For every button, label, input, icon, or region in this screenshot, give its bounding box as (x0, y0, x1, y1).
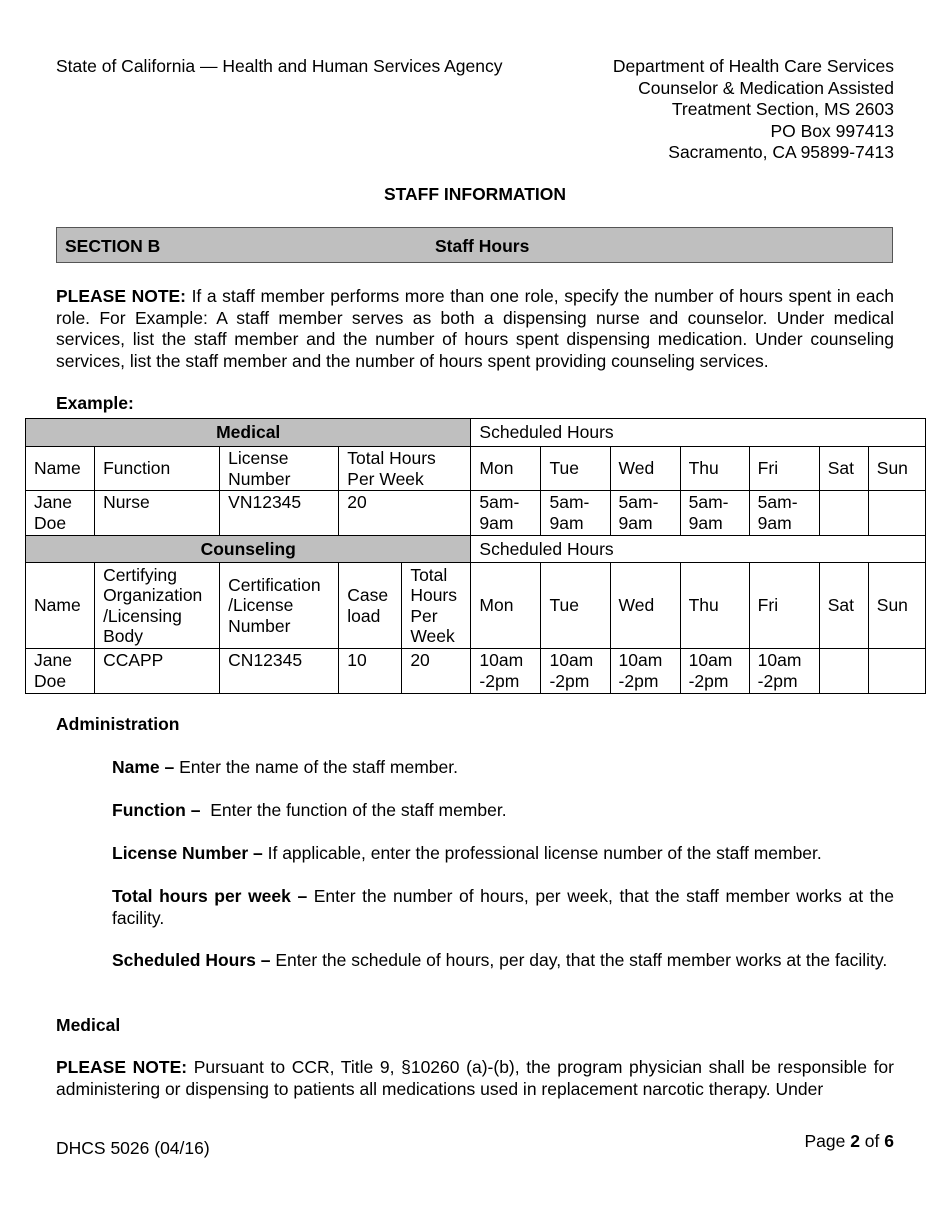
column-header-total-hours: Total Hours Per Week (339, 447, 471, 491)
definition-text: Enter the schedule of hours, per day, that the staff member works at the facility. (270, 950, 888, 970)
column-header-function: Function (95, 447, 220, 491)
please-note-paragraph (56, 286, 894, 372)
column-header-name: Name (26, 447, 95, 491)
form-title: STAFF INFORMATION (383, 184, 567, 204)
column-header-certification-number: Certification /License Number (220, 563, 339, 649)
column-header-wed: Wed (610, 563, 680, 649)
cell-thu: 10am -2pm (680, 649, 749, 694)
column-header-sun: Sun (868, 447, 925, 491)
administration-heading: Administration (56, 714, 180, 734)
definition-term: Name – (112, 757, 175, 777)
cell-tue: 10am -2pm (541, 649, 610, 694)
counseling-scheduled-hours-heading: Scheduled Hours (471, 536, 926, 563)
section-header-bar (56, 227, 893, 263)
cell-tue: 5am-9am (541, 491, 610, 536)
form-number: DHCS 5026 (04/16) (56, 1138, 210, 1158)
cell-fri: 10am -2pm (749, 649, 819, 694)
column-header-tue: Tue (541, 563, 610, 649)
cell-total-hours: 20 (402, 649, 471, 694)
definition-total-hours (112, 886, 894, 929)
column-header-mon: Mon (471, 447, 541, 491)
cell-certifying-organization: CCAPP (95, 649, 220, 694)
medical-scheduled-hours-heading: Scheduled Hours (471, 419, 926, 447)
column-header-case-load: Case load (339, 563, 402, 649)
section-label: SECTION B (65, 236, 161, 256)
definition-term: Scheduled Hours – (112, 950, 271, 970)
column-header-fri: Fri (749, 447, 819, 491)
department-line: Counselor & Medication Assisted (638, 77, 894, 98)
medical-heading: Medical (56, 1015, 121, 1035)
definition-name (112, 757, 894, 779)
column-header-license-number: License Number (220, 447, 339, 491)
medical-note-paragraph (56, 1057, 894, 1100)
note-label: PLEASE NOTE: (56, 1057, 188, 1077)
page-of: of (859, 1131, 885, 1151)
department-line: Sacramento, CA 95899-7413 (668, 142, 894, 162)
page-current: 2 (850, 1131, 860, 1151)
section-title: Staff Hours (435, 236, 530, 256)
department-line: Treatment Section, MS 2603 (671, 99, 894, 119)
note-label: PLEASE NOTE: (56, 286, 187, 306)
column-header-thu: Thu (680, 563, 749, 649)
note-text: If a staff member performs more than one role, specify the number of hours spent in each role. For Example: A staff member serves as both a dispensing nurse and counselor. Under medical services, list the staff member and the number of hours spent dispensing medication. Under counseling services, list the staff member and the number of hours spent providing counseling services. (56, 286, 894, 371)
definition-term: Total hours per week – (112, 886, 308, 906)
cell-function: Nurse (95, 491, 220, 536)
example-label: Example: (56, 393, 134, 413)
cell-wed: 5am-9am (610, 491, 680, 536)
cell-wed: 10am -2pm (610, 649, 680, 694)
definition-text: Enter the function of the staff member. (200, 800, 507, 820)
definition-term: Function – (112, 800, 201, 820)
column-header-name: Name (26, 563, 95, 649)
column-header-sat: Sat (819, 447, 868, 491)
column-header-mon: Mon (471, 563, 541, 649)
column-header-sun: Sun (868, 563, 925, 649)
column-header-fri: Fri (749, 563, 819, 649)
column-header-thu: Thu (680, 447, 749, 491)
example-table (25, 418, 926, 694)
cell-sat (819, 649, 868, 694)
note-text: Pursuant to CCR, Title 9, §10260 (a)-(b), the program physician shall be responsible for administering or dispensing to patients all medications used in replacement narcotic therapy. Under (56, 1057, 894, 1099)
definition-text: Enter the number of hours, per week, that the staff member works at the facility. (112, 886, 894, 928)
cell-total-hours: 20 (339, 491, 471, 536)
definition-function (112, 800, 894, 822)
column-header-wed: Wed (610, 447, 680, 491)
definition-scheduled-hours (112, 950, 894, 972)
definition-license-number (112, 843, 894, 865)
cell-thu: 5am-9am (680, 491, 749, 536)
cell-name: Jane Doe (26, 649, 95, 694)
cell-mon: 5am-9am (471, 491, 541, 536)
agency-name: State of California — Health and Human Services Agency (56, 56, 503, 76)
page-number (804, 1131, 894, 1152)
definition-term: License Number – (112, 843, 263, 863)
cell-certification-number: CN12345 (220, 649, 339, 694)
cell-case-load: 10 (339, 649, 402, 694)
counseling-heading: Counseling (26, 536, 471, 563)
definition-text: If applicable, enter the professional license number of the staff member. (262, 843, 822, 863)
cell-mon: 10am -2pm (471, 649, 541, 694)
cell-name: Jane Doe (26, 491, 95, 536)
column-header-tue: Tue (541, 447, 610, 491)
column-header-certifying-organization: Certifying Organization /Licensing Body (95, 563, 220, 649)
column-header-total-hours: Total Hours Per Week (402, 563, 471, 649)
department-address (613, 56, 894, 164)
page-prefix: Page (804, 1131, 851, 1151)
cell-sun (868, 491, 925, 536)
cell-fri: 5am-9am (749, 491, 819, 536)
definition-text: Enter the name of the staff member. (174, 757, 458, 777)
department-line: PO Box 997413 (770, 120, 894, 141)
medical-heading: Medical (26, 419, 471, 447)
page-total: 6 (884, 1131, 894, 1151)
cell-sun (868, 649, 925, 694)
cell-license-number: VN12345 (220, 491, 339, 536)
cell-sat (819, 491, 868, 536)
department-line: Department of Health Care Services (612, 56, 894, 76)
column-header-sat: Sat (819, 563, 868, 649)
